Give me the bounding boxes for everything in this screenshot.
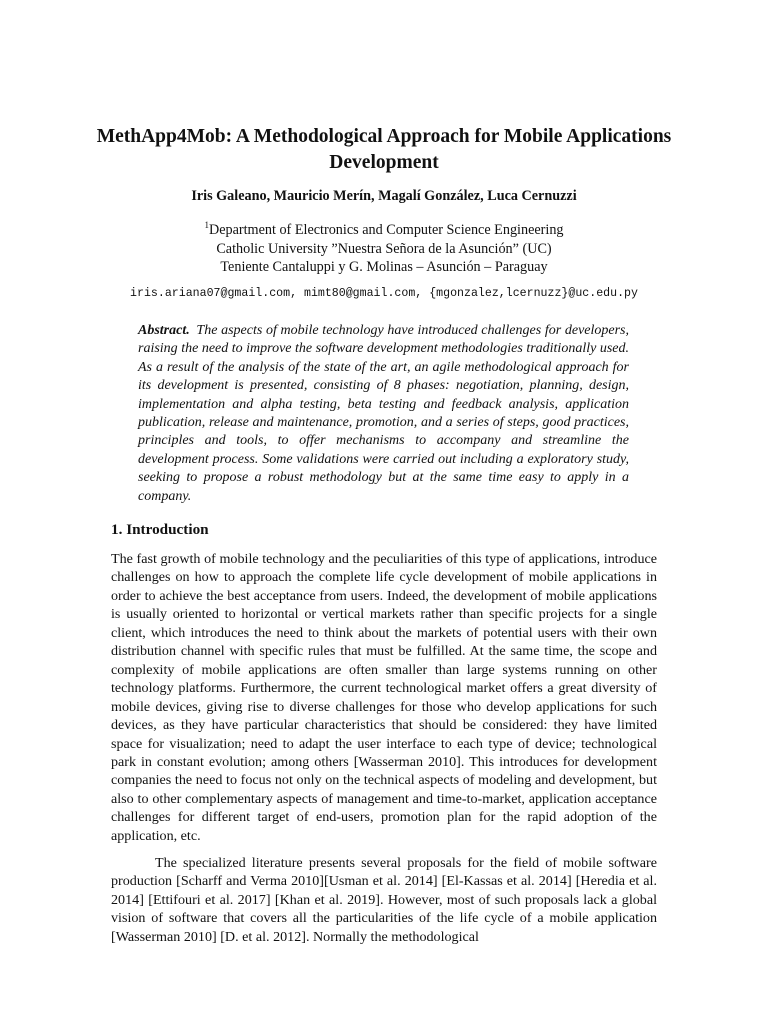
author-list: Iris Galeano, Mauricio Merín, Magalí González, Luca Cernuzzi: [191, 188, 577, 204]
affiliation-line-1: [80, 221, 688, 240]
affiliation-department: Department of Electronics and Computer Science Engineering: [208, 222, 564, 238]
author-emails: iris.ariana07@gmail.com, mimt80@gmail.com, {mgonzalez,lcernuzz}@uc.edu.py: [130, 287, 638, 300]
abstract-label: Abstract.: [138, 323, 190, 338]
paper-title: MethApp4Mob: A Methodological Approach for Mobile Applications Development: [96, 126, 672, 173]
body-paragraph: The fast growth of mobile technology and the peculiarities of this type of applications, introduce challenges on how to approach the complete life cycle development of mobile applications in order to achieve the best acceptance from users. Indeed, the development of mobile applications is usually oriented to horizontal or vertical markets rather than specific projects for a single client, which introduces the need to think about the markets of potential users with their own distribution channel with specific rules that must be fulfilled. At the same time, the scope and complexity of mobile applications are often smaller than large systems running on other technology platforms. Furthermore, the current technological market offers a great diversity of mobile devices, giving rise to diverse challenges for those who develop applications for such devices, as they have particular characteristics that should be considered: they have limited space for visualization; need to adapt the user interface to each type of device; technological park in constant evolution; among others [Wasserman 2010]. This introduces for development companies the need to focus not only on the technical aspects of modeling and development, but also to other complementary aspects of management and time-to-market, application acceptance challenges for different target of end-users, promotion plan for the rapid adoption of the application, etc.: [111, 551, 657, 844]
abstract: [138, 322, 629, 506]
abstract-text: The aspects of mobile technology have introduced challenges for developers, raising the need to improve the software development methodologies traditionally used. As a result of the analysis of the state of the art, an agile methodological approach for its development is presented, consisting of 8 phases: negotiation, planning, design, implementation and alpha testing, beta testing and feedback analysis, application publication, release and maintenance, promotion, and a series of steps, good practices, principles and tools, to offer mechanisms to accompany and streamline the development process. Some validations were carried out including a exploratory study, seeking to propose a robust methodology but at the same time easy to apply in a company.: [138, 323, 629, 504]
affiliation-line-2: Catholic University ”Nuestra Señora de la Asunción” (UC): [216, 240, 552, 257]
body-paragraph: The specialized literature presents several proposals for the field of mobile software production [Scharff and Verma 2010][Usman et al. 2014] [El-Kassas et al. 2014] [Heredia et al. 2014] [Ettifouri et al. 2017] [Khan et al. 2019]. However, most of such proposals lack a global vision of software that covers all the particularities of the life cycle of a mobile application [Wasserman 2010] [D. et al. 2012]. Normally the methodological: [111, 855, 657, 945]
affiliation-marker: 1: [204, 220, 209, 230]
affiliation-block: [80, 221, 688, 277]
affiliation-line-3: Teniente Cantaluppi y G. Molinas – Asunción – Paraguay: [220, 259, 548, 275]
section-heading-introduction: 1. Introduction: [111, 521, 209, 538]
